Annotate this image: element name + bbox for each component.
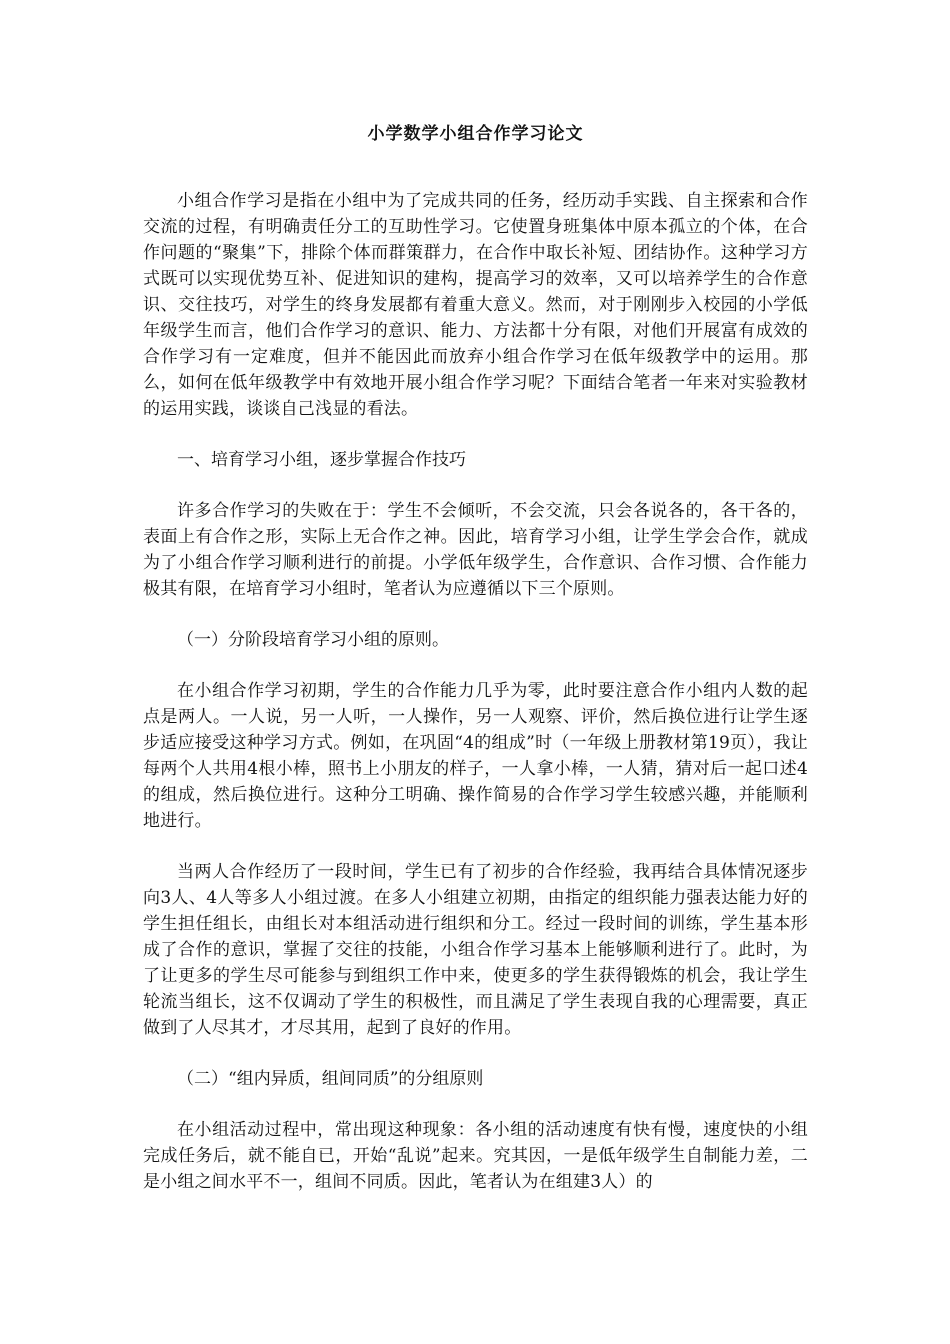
- body-paragraph: 当两人合作经历了一段时间，学生已有了初步的合作经验，我再结合具体情况逐步向3人、4人等多人小组过渡。在多人小组建立初期，由指定的组织能力强表达能力好的学生担任组长，由组长对本组活动进行组织和分工。经过一段时间的训练，学生基本形成了合作的意识，掌握了交往的技能，小组合作学习基本上能够顺利进行了。此时，为了让更多的学生尽可能参与到组织工作中来，使更多的学生获得锻炼的机会，我让学生轮流当组长，这不仅调动了学生的积极性，而且满足了学生表现自我的心理需要，真正做到了人尽其才，才尽其用，起到了良好的作用。: [143, 862, 808, 1038]
- body-paragraph: 在小组合作学习初期，学生的合作能力几乎为零，此时要注意合作小组内人数的起点是两人。一人说，另一人听，一人操作，另一人观察、评价，然后换位进行让学生逐步适应接受这种学习方式。例如，在巩固“4的组成”时（一年级上册教材第19页），我让每两个人共用4根小棒，照书上小朋友的样子，一人拿小棒，一人猜，猜对后一起口述4的组成，然后换位进行。这种分工明确、操作简易的合作学习学生较感兴趣，并能顺利地进行。: [143, 681, 808, 831]
- document-title: 小学数学小组合作学习论文: [367, 124, 584, 144]
- document-page: [143, 120, 808, 1220]
- section-heading-1: 一、培育学习小组，逐步掌握合作技巧: [177, 450, 466, 470]
- intro-paragraph: 小组合作学习是指在小组中为了完成共同的任务，经历动手实践、自主探索和合作交流的过程，有明确责任分工的互助性学习。它使置身班集体中原本孤立的个体，在合作问题的“聚集”下，排除个体而群策群力，在合作中取长补短、团结协作。这种学习方式既可以实现优势互补、促进知识的建构，提高学习的效率，又可以培养学生的合作意识、交往技巧，对学生的终身发展都有着重大意义。然而，对于刚刚步入校园的小学低年级学生而言，他们合作学习的意识、能力、方法都十分有限，对他们开展富有成效的合作学习有一定难度，但并不能因此而放弃小组合作学习在低年级教学中的运用。那么，如何在低年级教学中有效地开展小组合作学习呢？下面结合笔者一年来对实验教材的运用实践，谈谈自己浅显的看法。: [143, 191, 808, 419]
- subsection-heading-1: （一）分阶段培育学习小组的原则。: [177, 630, 449, 650]
- body-paragraph: 许多合作学习的失败在于：学生不会倾听，不会交流，只会各说各的，各干各的，表面上有合作之形，实际上无合作之神。因此，培育学习小组，让学生学会合作，就成为了小组合作学习顺利进行的前提。小学低年级学生，合作意识、合作习惯、合作能力极其有限，在培育学习小组时，笔者认为应遵循以下三个原则。: [143, 501, 808, 599]
- body-paragraph: 在小组活动过程中，常出现这种现象：各小组的活动速度有快有慢，速度快的小组完成任务后，就不能自已，开始“乱说”起来。究其因，一是低年级学生自制能力差，二是小组之间水平不一，组间不同质。因此，笔者认为在组建3人）的: [143, 1120, 808, 1192]
- subsection-heading-2: （二）“组内异质，组间同质”的分组原则: [177, 1069, 484, 1089]
